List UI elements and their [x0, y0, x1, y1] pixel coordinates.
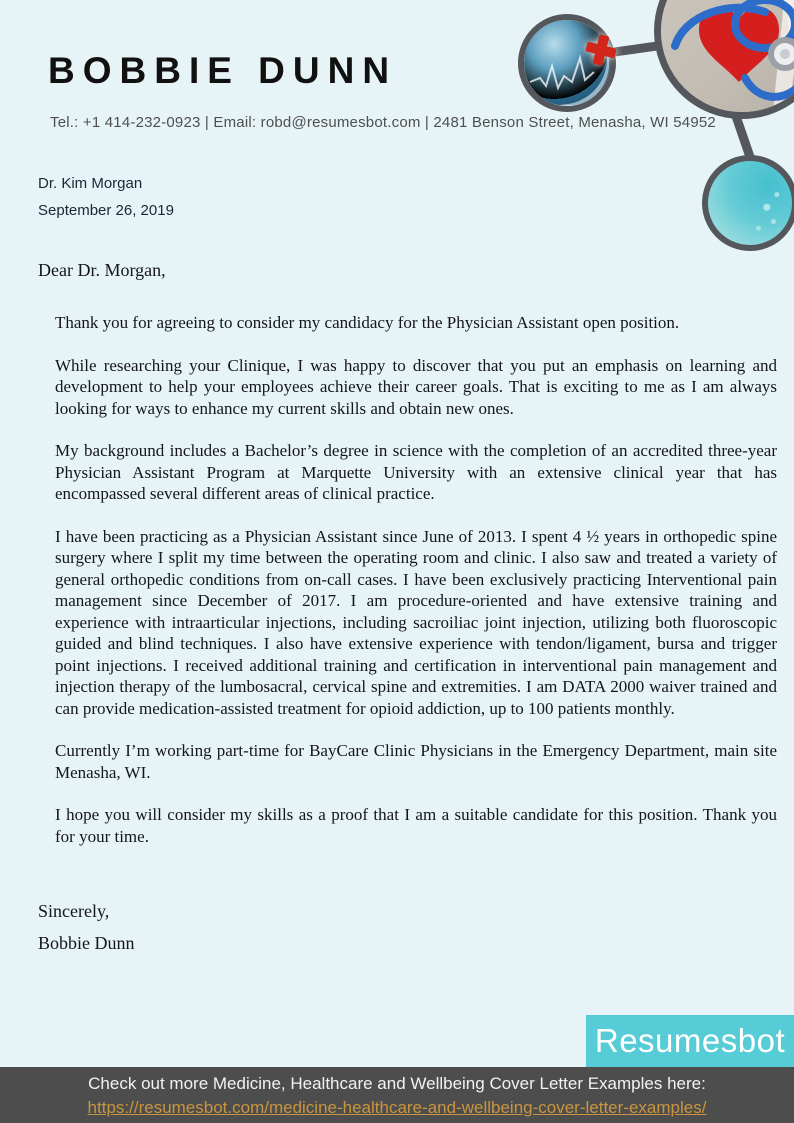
- resumesbot-watermark: Resumesbot: [586, 1015, 794, 1067]
- salutation: Dear Dr. Morgan,: [38, 260, 166, 280]
- teal-sphere-icon: [702, 155, 794, 251]
- footer-text: Check out more Medicine, Healthcare and Wellbeing Cover Letter Examples here:: [88, 1074, 706, 1093]
- heart-stethoscope-graphic: [661, 0, 794, 112]
- signature-name: Bobbie Dunn: [38, 933, 135, 953]
- letter-date: September 26, 2019: [38, 202, 174, 219]
- applicant-name: BOBBIE DUNN: [48, 50, 398, 91]
- footer-bar: [0, 1067, 794, 1123]
- letter-paragraph: While researching your Clinique, I was happy to discover that you put an emphasis on learning and development to help your employees achieve their career goals. That is exciting to me as I am always looking for ways to enhance my current skills and obtain new ones.: [55, 355, 777, 418]
- letter-paragraph: I hope you will consider my skills as a proof that I am a suitable candidate for this position. Thank you for your time.: [55, 805, 777, 846]
- letter-paragraph: Currently I’m working part-time for BayCare Clinic Physicians in the Emergency Department, main site Menasha, WI.: [55, 741, 777, 782]
- letter-paragraph: My background includes a Bachelor’s degree in science with the completion of an accredited three-year Physician Assistant Program at Marquette University with an extensive clinical year that has encompassed several different areas of clinical practice.: [55, 441, 777, 503]
- letter-paragraph: I have been practicing as a Physician Assistant since June of 2013. I spent 4 ½ years in orthopedic spine surgery where I split my time between the operating room and clinic. I also saw and treated a variety of general orthopedic conditions from on-call cases. I have been exclusively practicing Interventional pain management since December of 2017. I am procedure-oriented and have extensive training and experience with intraarticular injections, including sacroiliac joint injection, utilizing both fluoroscopic guided and blind techniques. I also have extensive experience with tendon/ligament, bursa and trigger point injections. I received additional training and certification in interventional pain management and injection therapy of the lumbosacral, cervical spine and extremities. I am DATA 2000 waiver trained and can provide medication-assisted treatment for opioid addiction, up to 100 patients monthly.: [55, 526, 777, 718]
- letter-body: [55, 312, 777, 868]
- contact-info: Tel.: +1 414-232-0923 | Email: robd@resumesbot.com | 2481 Benson Street, Menasha, WI 54952: [50, 114, 716, 131]
- heart-stethoscope-icon: [654, 0, 794, 119]
- closing: Sincerely,: [38, 901, 110, 921]
- footer-link[interactable]: https://resumesbot.com/medicine-healthcare-and-wellbeing-cover-letter-examples/: [87, 1098, 707, 1117]
- sparkles-overlay: [708, 161, 792, 245]
- letter-paragraph: Thank you for agreeing to consider my candidacy for the Physician Assistant open position.: [55, 313, 680, 332]
- recipient-name: Dr. Kim Morgan: [38, 175, 143, 192]
